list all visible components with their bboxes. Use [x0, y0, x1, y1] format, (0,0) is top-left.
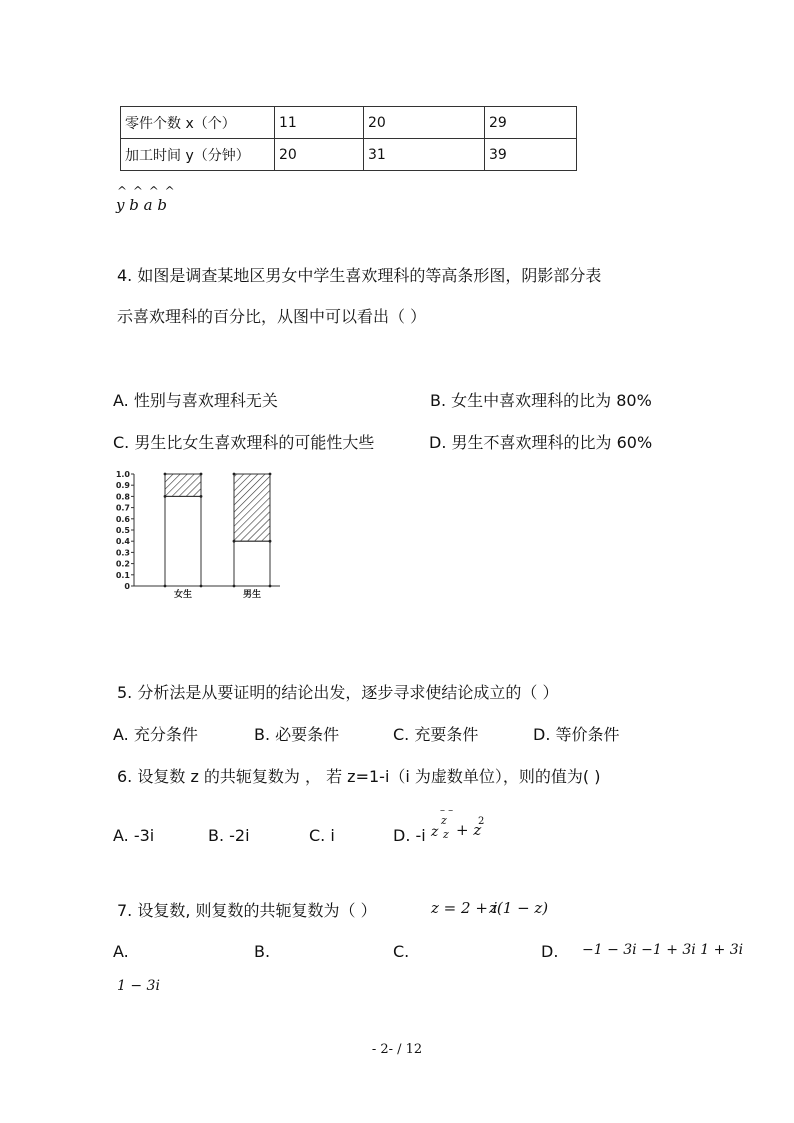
- q6-expr-bar: – –: [440, 805, 454, 816]
- bar-segment-lower: [234, 541, 270, 586]
- q5-stem: 5. 分析法是从要证明的结论出发，逐步寻求使结论成立的（ ）: [117, 683, 559, 702]
- y-tick-label: 0.3: [115, 548, 130, 558]
- q6-expr-z: z: [431, 824, 439, 840]
- bar-corner-dot: [164, 585, 167, 588]
- hat-letters: y b a b: [116, 196, 167, 214]
- bar-corner-dot: [200, 495, 203, 498]
- q7-expr-z: z = 2 + i: [431, 899, 498, 917]
- q5-option-b: B. 必要条件: [254, 725, 340, 744]
- q5-option-d: D. 等价条件: [533, 725, 620, 744]
- y-tick-label: 1.0: [115, 470, 130, 479]
- y-tick-label: 0: [124, 582, 130, 591]
- bar-corner-dot: [233, 585, 236, 588]
- q6-option-c: C. i: [309, 826, 335, 845]
- table-cell: 20: [275, 139, 364, 171]
- q7-option-a: A.: [113, 942, 129, 961]
- q7-option-c: C.: [393, 942, 410, 961]
- bar-segment-upper-shaded: [234, 474, 270, 541]
- q6-expr-sup: 2: [478, 816, 485, 827]
- q4-option-c: C. 男生比女生喜欢理科的可能性大些: [113, 433, 375, 452]
- y-tick-label: 0.7: [115, 503, 130, 513]
- bar-corner-dot: [200, 473, 203, 476]
- table-cell: 11: [275, 107, 364, 139]
- y-tick-label: 0.9: [115, 481, 130, 491]
- y-tick-label: 0.1: [115, 570, 130, 580]
- q4-option-b: B. 女生中喜欢理科的比为 80%: [430, 391, 652, 410]
- category-label: 男生: [242, 590, 262, 600]
- bar-corner-dot: [269, 473, 272, 476]
- table-cell: 39: [485, 139, 577, 171]
- hat-carets: ^ ^ ^ ^: [117, 184, 176, 198]
- bar-corner-dot: [269, 585, 272, 588]
- bar-corner-dot: [233, 540, 236, 543]
- y-tick-label: 0.6: [115, 514, 130, 524]
- q6-expr-z-sub: z: [443, 828, 449, 841]
- y-tick-label: 0.8: [115, 492, 130, 502]
- table-cell: 31: [364, 139, 485, 171]
- table-cell: 29: [485, 107, 577, 139]
- bar-corner-dot: [269, 540, 272, 543]
- q6-option-d: D. -i: [393, 826, 426, 845]
- y-tick-label: 0.4: [115, 537, 130, 547]
- q5-option-a: A. 充分条件: [113, 725, 198, 744]
- table-cell: 加工时间 y（分钟）: [121, 139, 275, 171]
- q7-option-b: B.: [254, 942, 271, 961]
- q4-stem-line2: 示喜欢理科的百分比，从图中可以看出（ ）: [117, 307, 427, 326]
- bar-segment-lower: [165, 496, 201, 586]
- y-tick-label: 0.5: [115, 526, 130, 535]
- q6-option-b: B. -2i: [208, 826, 250, 845]
- category-label: 女生: [173, 590, 193, 600]
- bar-corner-dot: [164, 495, 167, 498]
- q4-stem-line1: 4. 如图是调查某地区男女中学生喜欢理科的等高条形图，阴影部分表: [117, 266, 602, 285]
- q7-expr-target: z(1 − z): [489, 899, 549, 917]
- table-row: [121, 139, 577, 171]
- q7-answers: −1 − 3i −1 + 3i 1 + 3i: [582, 942, 744, 958]
- stacked-bar-chart: [110, 466, 290, 602]
- data-table: [120, 106, 577, 171]
- q6-stem: 6. 设复数 z 的共轭复数为 ， 若 z=1-i（i 为虚数单位），则的值为( ): [117, 767, 601, 786]
- table-row: [121, 107, 577, 139]
- table-cell: 零件个数 x（个）: [121, 107, 275, 139]
- q6-expr-plus-z: + z: [456, 821, 482, 839]
- bar-corner-dot: [200, 585, 203, 588]
- q6-option-a: A. -3i: [113, 826, 155, 845]
- q7-stem: 7. 设复数, 则复数的共轭复数为（ ）: [117, 901, 377, 920]
- bar-corner-dot: [164, 473, 167, 476]
- page-number: - 2- / 12: [371, 1042, 423, 1057]
- q4-option-d: D. 男生不喜欢理科的比为 60%: [429, 433, 653, 452]
- q7-option-d: D.: [541, 942, 559, 961]
- q6-expr-z-top: z: [441, 814, 447, 827]
- bar-segment-upper-shaded: [165, 474, 201, 496]
- bar-corner-dot: [233, 473, 236, 476]
- q5-option-c: C. 充要条件: [393, 725, 479, 744]
- table-cell: 20: [364, 107, 485, 139]
- q7-answer-4: 1 − 3i: [117, 978, 160, 994]
- y-tick-label: 0.2: [115, 559, 130, 569]
- q4-option-a: A. 性别与喜欢理科无关: [113, 391, 278, 410]
